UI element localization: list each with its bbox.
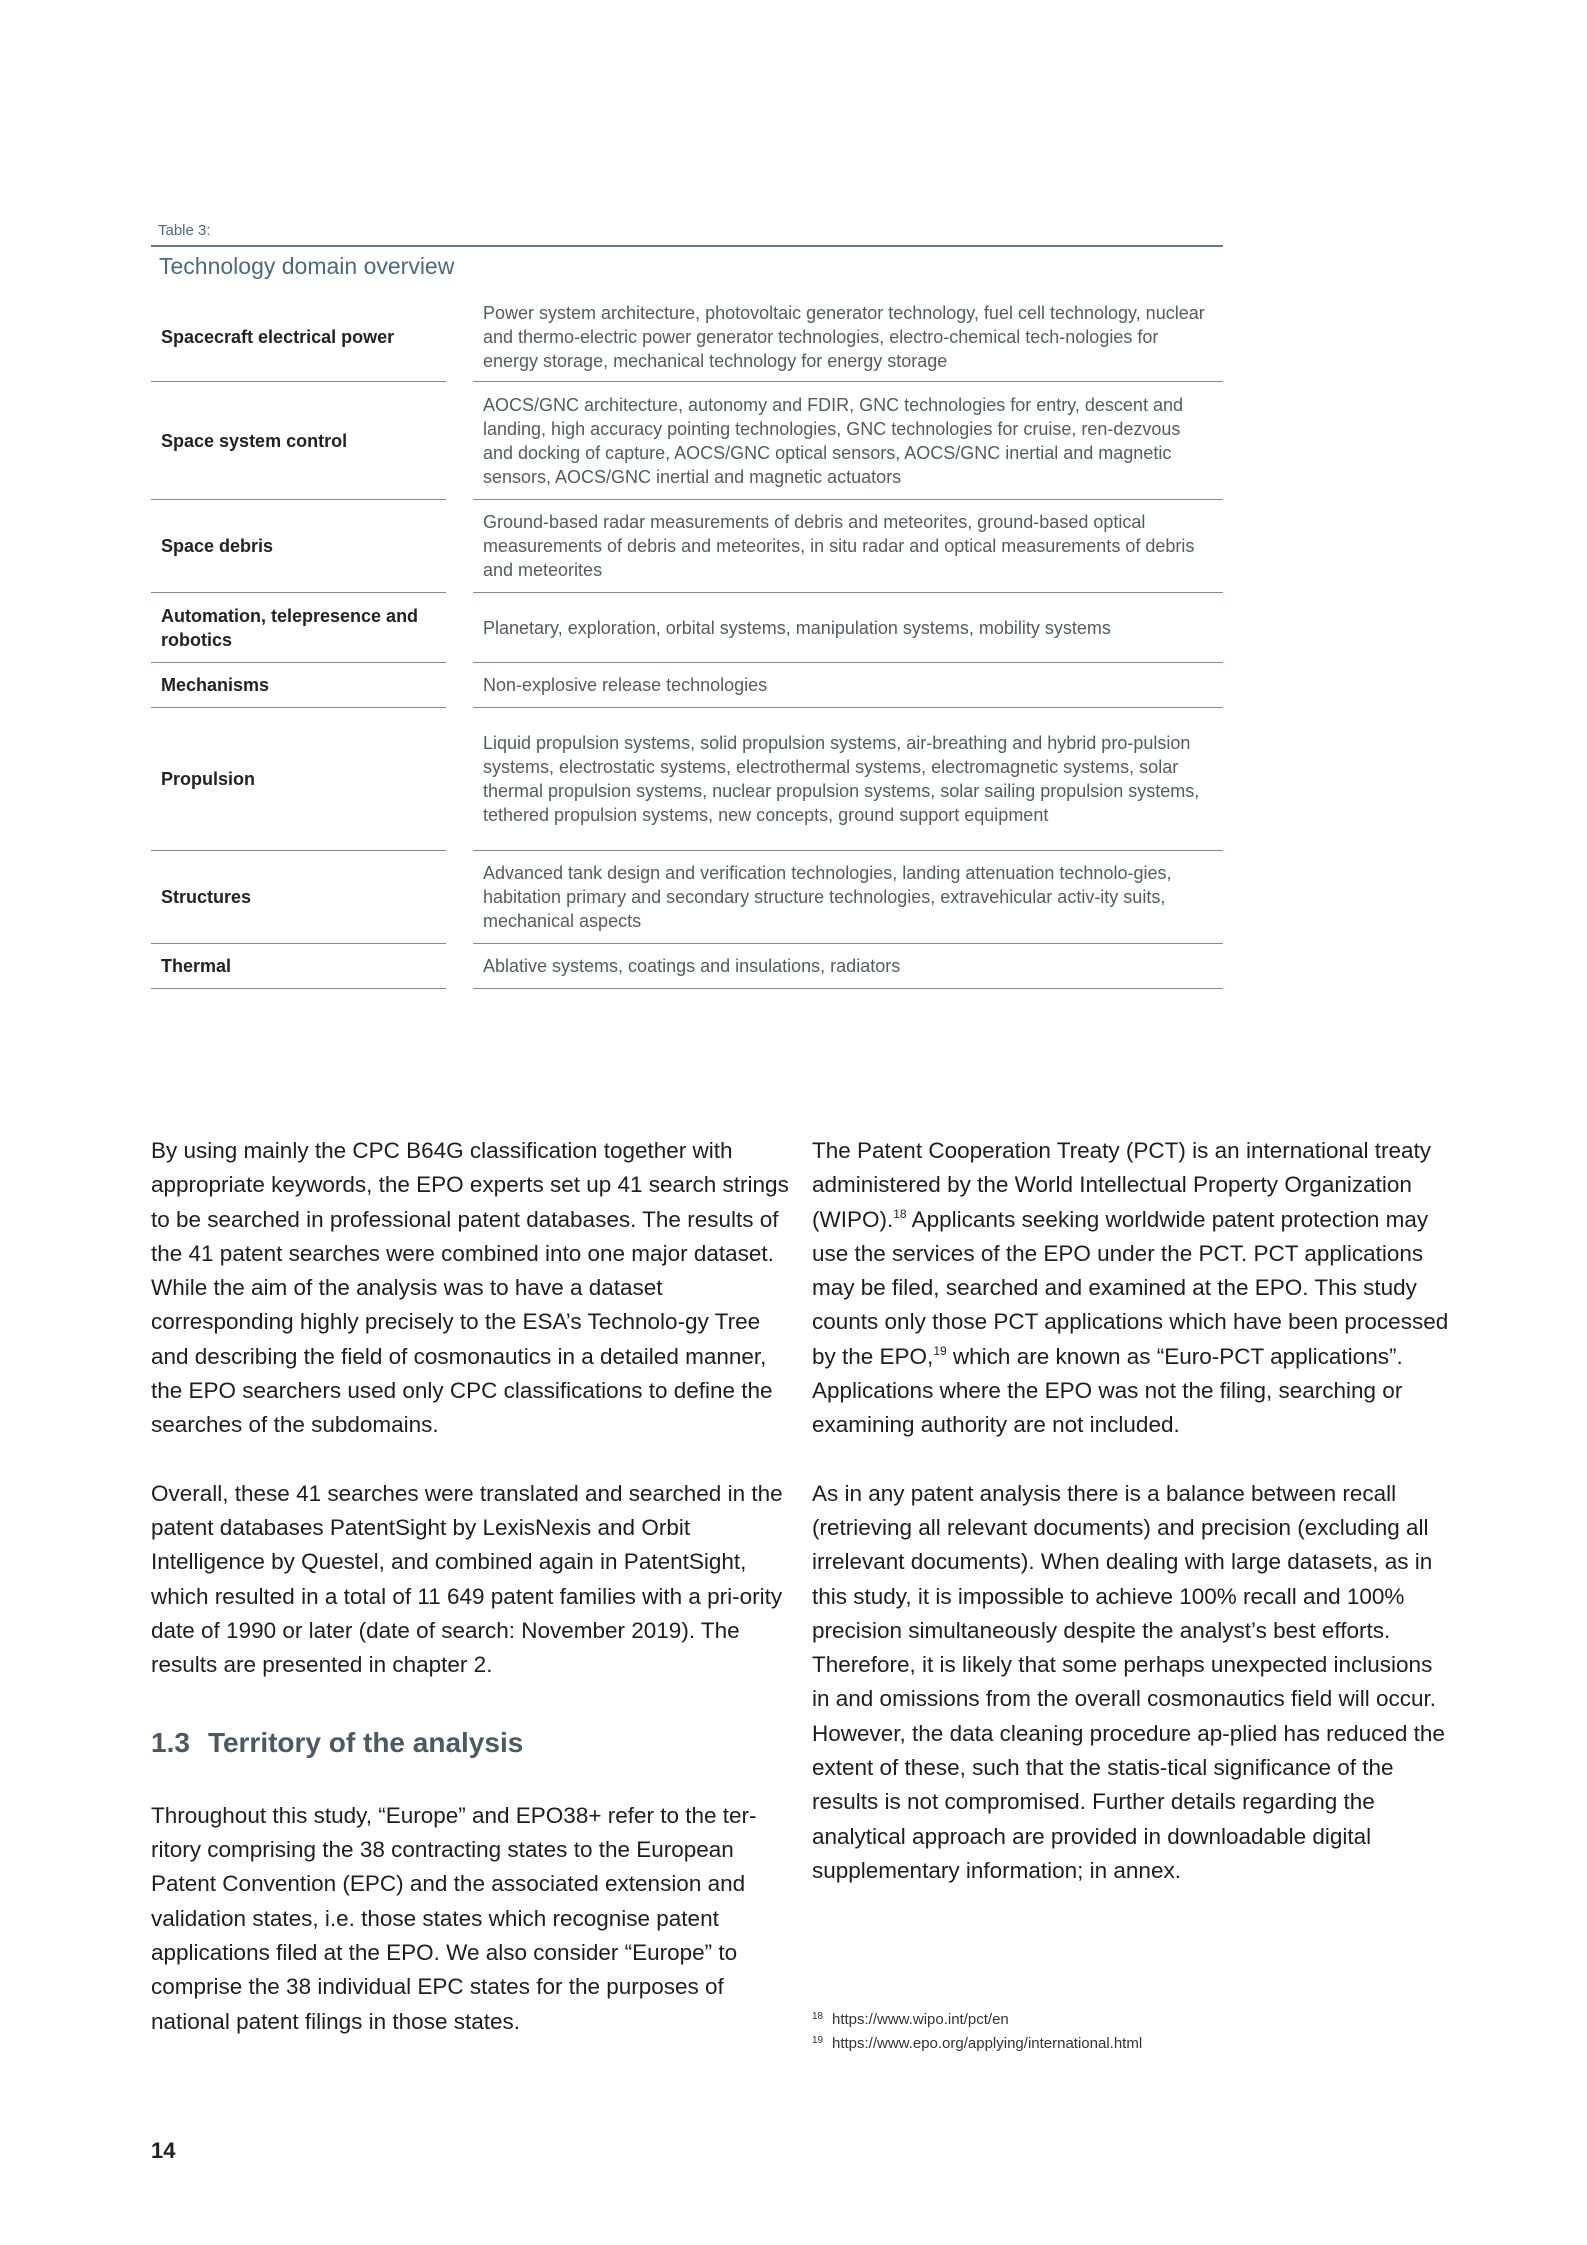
domain-name: Automation, telepresence and robotics <box>151 593 446 663</box>
section-heading <box>151 1726 791 1760</box>
footnote-link[interactable]: https://www.epo.org/applying/international.html <box>832 2035 1143 2052</box>
footnote <box>812 2008 1142 2032</box>
domain-name: Spacecraft electrical power <box>151 292 446 382</box>
table-row <box>151 851 1223 944</box>
technology-domain-table <box>151 222 1223 989</box>
footnote-number: 18 <box>812 2011 824 2022</box>
domain-name: Mechanisms <box>151 663 446 708</box>
table-row <box>151 500 1223 593</box>
table-row <box>151 593 1223 663</box>
domain-description: Planetary, exploration, orbital systems, manipulation systems, mobility systems <box>473 593 1223 663</box>
domain-description: Liquid propulsion systems, solid propulsion systems, air-breathing and hybrid pro-pulsion systems, electrostatic systems, electrothermal systems, electromagnetic systems, solar thermal propulsion systems, nuclear propulsion systems, solar sailing propulsion systems, tethered propulsion systems, new concepts, ground support equipment <box>473 708 1223 851</box>
domain-description: Ablative systems, coatings and insulations, radiators <box>473 944 1223 989</box>
domain-name: Space system control <box>151 382 446 500</box>
body-paragraph: As in any patent analysis there is a balance between recall (retrieving all relevant documents) and precision (excluding all irrelevant documents). When dealing with large datasets, as in this study, it is impossible to achieve 100% recall and 100% precision simultaneously despite the analyst’s best efforts. Therefore, it is likely that some perhaps unexpected inclusions in and omissions from the overall cosmonautics field will occur. However, the data cleaning procedure ap-plied has reduced the extent of these, such that the statis-tical significance of the results is not compromised. Further details regarding the analytical approach are provided in downloadable digital supplementary information; in annex. <box>812 1480 1445 1883</box>
footnote-number: 19 <box>812 2035 824 2046</box>
table-top-rule <box>151 245 1223 247</box>
footnote <box>812 2032 1142 2056</box>
domain-name: Space debris <box>151 500 446 593</box>
body-paragraph: The Patent Cooperation Treaty (PCT) is an international treaty administered by the World Intellectual Property Organization (WIPO).$^{18}$ Applicants seeking worldwide patent protection may use the services of the EPO under the PCT. PCT applications may be filed, searched and examined at the EPO. This study counts only those PCT applications which have been processed by the EPO,$^{19}$ which are known as “Euro-PCT applications”. Applications where the EPO was not the filing, searching or examining authority are not included. <box>812 1138 1449 1438</box>
right-text-column <box>812 1134 1452 1922</box>
footnote-ref[interactable]: 18 <box>893 1206 907 1221</box>
domain-description: Non-explosive release technologies <box>473 663 1223 708</box>
domain-name: Thermal <box>151 944 446 989</box>
table-title: Technology domain overview <box>159 253 455 279</box>
footnote-ref[interactable]: 19 <box>933 1343 947 1358</box>
domain-description: Ground-based radar measurements of debris and meteorites, ground-based optical measurements of debris and meteorites, in situ radar and optical measurements of debris and meteorites <box>473 500 1223 593</box>
footnotes <box>812 2008 1142 2056</box>
body-paragraph: By using mainly the CPC B64G classification together with appropriate keywords, the EPO experts set up 41 search strings to be searched in professional patent databases. The results of the 41 patent searches were combined into one major dataset. While the aim of the analysis was to have a dataset corresponding highly precisely to the ESA’s Technolo-gy Tree and describing the field of cosmonautics in a detailed manner, the EPO searchers used only CPC classifications to define the searches of the subdomains. <box>151 1138 789 1438</box>
domain-description: Advanced tank design and verification technologies, landing attenuation technolo-gies, habitation primary and secondary structure technologies, extravehicular activ-ity suits, mechanical aspects <box>473 851 1223 944</box>
body-paragraph: Throughout this study, “Europe” and EPO38+ refer to the ter-ritory comprising the 38 contracting states to the European Patent Convention (EPC) and the associated extension and validation states, i.e. those states which recognise patent applications filed at the EPO. We also consider “Europe” to comprise the 38 individual EPC states for the purposes of national patent filings in those states. <box>151 1802 757 2034</box>
section-title: Territory of the analysis <box>207 1727 524 1759</box>
domain-description: Power system architecture, photovoltaic generator technology, fuel cell technology, nuclear and thermo-electric power generator technologies, electro-chemical tech-nologies for energy storage, mechanical technology for energy storage <box>473 292 1223 382</box>
table-row <box>151 944 1223 989</box>
domain-description: AOCS/GNC architecture, autonomy and FDIR, GNC technologies for entry, descent and landing, high accuracy pointing technologies, GNC technologies for cruise, ren-dezvous and docking of capture, AOCS/GNC optical sensors, AOCS/GNC inertial and magnetic sensors, AOCS/GNC inertial and magnetic actuators <box>473 382 1223 500</box>
table-row <box>151 708 1223 851</box>
body-paragraph: Overall, these 41 searches were translated and searched in the patent databases PatentSight by LexisNexis and Orbit Intelligence by Questel, and combined again in PatentSight, which resulted in a total of 11 649 patent families with a pri-ority date of 1990 or later (date of search: November 2019). The results are presented in chapter 2. <box>151 1480 783 1678</box>
section-number: 1.3 <box>151 1727 190 1759</box>
domain-name: Propulsion <box>151 708 446 851</box>
table-row <box>151 663 1223 708</box>
domain-name: Structures <box>151 851 446 944</box>
table-row <box>151 382 1223 500</box>
page-number: 14 <box>151 2138 176 2163</box>
table-row <box>151 292 1223 382</box>
table-label: Table 3: <box>158 222 211 239</box>
footnote-link[interactable]: https://www.wipo.int/pct/en <box>832 2011 1009 2028</box>
left-text-column <box>151 1134 791 2073</box>
